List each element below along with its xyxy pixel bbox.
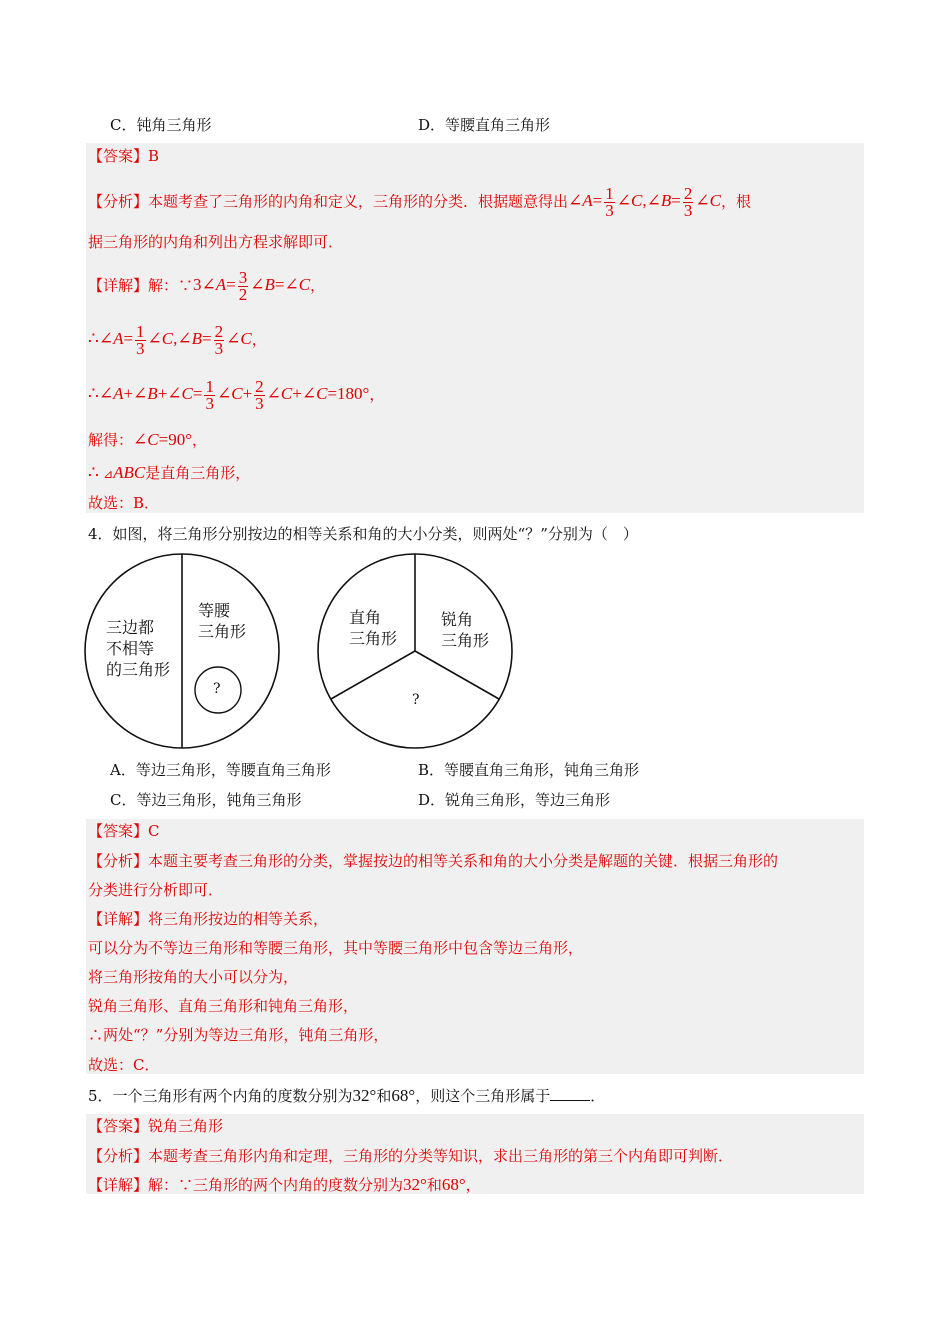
q4-circle2-right-label: 锐角 三角形: [441, 610, 490, 650]
q4-circle1-question: ?: [213, 681, 221, 697]
q3-detail-line-3: ∴∠A+∠B+∠C= $\frac{1}{3}$ ∠C+ $\frac{2}{3}$ ∠C+∠C=180°，: [88, 377, 385, 413]
q3-detail-line-4: 解得：∠C=90°，: [88, 430, 208, 449]
q3-detail-line-2: ∴∠A= $\frac{1}{3}$ ∠C,∠B= $\frac{2}{3}$ ∠C，: [88, 322, 267, 358]
q4-option-c: C．等边三角形，钝角三角形: [110, 791, 302, 809]
q4-circle1-right-label: 等腰 三角形: [198, 601, 247, 641]
q5-detail-line-1: 【详解】解：∵三角形的两个内角的度数分别为32°和68°，: [88, 1175, 481, 1194]
q4-circle2-question: ?: [412, 692, 420, 708]
q4-detail-choice: 故选：C．: [88, 1056, 160, 1074]
q3-detail-line-1: 【详解】解：∵3∠A= $\frac{3}{2}$ ∠B=∠C，: [88, 268, 326, 304]
q3-detail-formula-3: ∴∠A+∠B+∠C= $\frac{1}{3}$ ∠C+ $\frac{2}{3}$ ∠C+∠C=180°: [88, 377, 370, 413]
q4-option-d: D．锐角三角形，等边三角形: [418, 791, 611, 809]
q4-analysis-line-2: 分类进行分析即可．: [88, 881, 224, 899]
q4-circle1-left-label: 三边都 不相等 的三角形: [106, 618, 171, 679]
q3-detail-formula-5: ∴ ⊿ABC: [88, 463, 146, 482]
q4-detail-line-1: 【详解】将三角形按边的相等关系，: [88, 910, 329, 928]
q3-answer: 【答案】B: [88, 147, 160, 165]
q4-detail-line-5: ∴两处“？”分别为等边三角形，钝角三角形，: [88, 1026, 389, 1044]
q4-option-b: B．等腰直角三角形，钝角三角形: [418, 761, 640, 779]
q3-detail-formula-1: 3∠A= $\frac{3}{2}$ ∠B=∠C: [193, 268, 311, 304]
q3-detail-formula-4: ∠C=90°: [133, 430, 193, 449]
q4-stem: 4．如图，将三角形分别按边的相等关系和角的大小分类，则两处“？”分别为（ ）: [88, 525, 638, 543]
q4-detail-line-2: 可以分为不等边三角形和等腰三角形，其中等腰三角形中包含等边三角形，: [88, 939, 584, 957]
q3-analysis-label: 【分析】: [88, 192, 149, 211]
q3-detail-formula-2: ∴∠A= $\frac{1}{3}$ ∠C,∠B= $\frac{2}{3}$ ∠C: [88, 322, 252, 358]
q4-analysis-line-1: 【分析】本题主要考查三角形的分类，掌握按边的相等关系和角的大小分类是解题的关键．根据三角形的: [88, 852, 779, 870]
q3-option-d: D．等腰直角三角形: [418, 116, 551, 134]
q4-option-a: A．等边三角形，等腰直角三角形: [110, 761, 331, 779]
q3-detail-choice: 故选：B．: [88, 494, 160, 512]
q3-analysis-formula: ∠A= $\frac{1}{3}$ ∠C,∠B= $\frac{2}{3}$ ∠C: [568, 184, 721, 220]
q3-option-c: C．钝角三角形: [110, 116, 212, 134]
q3-detail-label: 【详解】: [88, 276, 149, 295]
q4-circle-angles: [318, 554, 512, 748]
q3-analysis-text-1: 本题考查了三角形的内角和定义，三角形的分类．根据题意得出: [148, 192, 569, 211]
q5-answer: 【答案】锐角三角形: [88, 1117, 224, 1135]
q4-detail-line-4: 锐角三角形、直角三角形和钝角三角形，: [88, 997, 359, 1015]
q4-answer: 【答案】C: [88, 822, 160, 840]
q4-detail-line-3: 将三角形按角的大小可以分为，: [88, 968, 299, 986]
q3-analysis-line-2: 据三角形的内角和列出方程求解即可．: [88, 233, 344, 251]
q3-analysis-line-1: [88, 186, 751, 219]
q3-analysis-text-2: ，根: [720, 192, 751, 211]
q3-detail-line-5: ∴ ⊿ABC是直角三角形，: [88, 463, 251, 482]
q5-stem: 5．一个三角形有两个内角的度数分别为32°和68°，则这个三角形属于 ．: [88, 1086, 606, 1105]
q5-analysis: 【分析】本题考查三角形内角和定理，三角形的分类等知识，求出三角形的第三个内角即可判断．: [88, 1147, 734, 1165]
q5-answer-blank: [550, 1100, 590, 1101]
q4-circle2-left-label: 直角 三角形: [349, 608, 398, 648]
